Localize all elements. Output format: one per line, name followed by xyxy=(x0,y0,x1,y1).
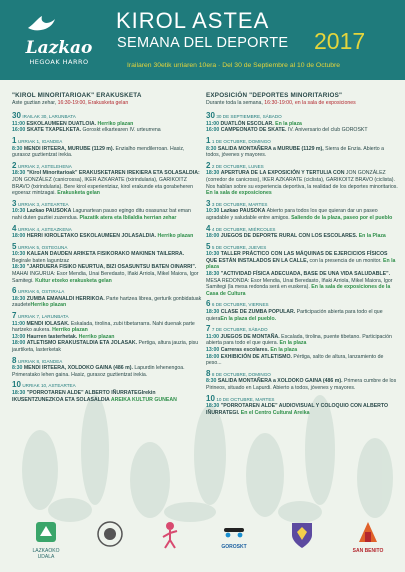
event-time: 18:00 xyxy=(206,353,220,360)
brand-tagline: HEGOAK HARRO xyxy=(29,58,89,66)
event-time: 8:30 xyxy=(206,378,217,385)
day-number: 4 xyxy=(206,223,211,233)
day-number: 10 xyxy=(206,393,215,403)
event-time: 18:00 xyxy=(12,233,26,240)
event-details: Pértiga, salto de altura, lanzamiento de peso... xyxy=(206,353,384,367)
event-title: ATLETISMO ERAKUSTALDIA ETA JOLASAK. xyxy=(26,340,139,347)
day-name: URRIAK 10, ASTEARTEA xyxy=(22,383,76,389)
event-title: CLASE DE ZUMBA POPULAR. xyxy=(220,309,297,316)
event-title: HERRI KIROLETAKO ESKOLAUMEEN JOLASALDIA. xyxy=(26,233,158,240)
sponsor-shield-logo xyxy=(282,520,322,554)
day-number: 5 xyxy=(12,241,17,251)
day-heading xyxy=(12,382,202,390)
program-spanish xyxy=(206,93,398,420)
day-number: 6 xyxy=(206,299,211,309)
event-item xyxy=(206,121,398,128)
day-heading xyxy=(206,113,398,121)
sponsor-seal-logo xyxy=(92,520,128,552)
event-location: Herriko plazan xyxy=(30,302,67,309)
event-location: En la plaza xyxy=(206,257,396,271)
event-time: 11:00 xyxy=(206,120,219,127)
event-item xyxy=(206,347,398,354)
event-time: 18:30 xyxy=(12,264,26,271)
event-title: "Kirol Minoritarioak" ERAKUSKETAREN IREKIERA ETA SOLASALDIA: xyxy=(26,170,200,177)
day-block xyxy=(206,223,398,240)
event-time: 18:30 xyxy=(206,309,220,316)
day-block xyxy=(12,382,202,403)
event-item xyxy=(206,378,398,391)
event-time: 10:30 xyxy=(12,208,26,215)
event-time: 11:00 xyxy=(12,120,25,127)
event-location: Herriko plazan xyxy=(97,120,134,127)
day-number: 5 xyxy=(206,241,211,251)
day-name: 30 DE SEPTIEMBRE, SÁBADO xyxy=(216,114,282,120)
event-details: Participación abierta para todo el que quiera xyxy=(206,309,383,322)
date-range: Irailaren 30etik urriaren 10era · Del 30 de Septiembre al 10 de Octubre xyxy=(127,62,341,69)
event-details: Abierto para todos los que quieran dar un paseo agradable y saludable entre amigos. xyxy=(206,208,378,221)
day-name: 5 DE OCTUBRE, JUEVES xyxy=(211,244,267,250)
event-title: KALEAN DAUDEN ARIKETA FISIKORAKO MAKINEN TAILERRA. xyxy=(26,251,185,258)
event-item xyxy=(12,146,202,159)
day-heading xyxy=(12,355,202,366)
day-name: 8 DE OCTUBRE, DOMINGO xyxy=(211,371,271,377)
exhibition-title: "KIROL MINORITARIOAK" ERAKUSKETA xyxy=(12,92,142,99)
event-item xyxy=(206,251,398,271)
event-item xyxy=(12,251,202,264)
day-block xyxy=(12,198,202,222)
event-item xyxy=(12,121,202,128)
event-details: Escalada, tirolina, puente tibetano. Participación abierta para todo el que quiera. xyxy=(206,333,392,347)
event-item xyxy=(206,146,398,159)
day-block xyxy=(12,241,202,285)
day-block xyxy=(206,160,398,197)
day-number: 3 xyxy=(206,198,211,208)
day-block xyxy=(206,135,398,159)
event-location: Kultur etxeko erakusketa gelan xyxy=(35,277,112,284)
event-item xyxy=(206,271,398,297)
day-list xyxy=(206,113,398,416)
title-spanish: SEMANA DEL DEPORTE xyxy=(117,35,289,51)
event-item xyxy=(12,340,202,353)
day-number: 30 xyxy=(206,111,215,121)
day-heading xyxy=(12,113,202,121)
event-title: MENDI IRTEERA, XOLDOKO GAINA (486 m). xyxy=(23,365,135,372)
lazkao-caption: LAZKAOKO UDALA xyxy=(32,548,60,560)
event-title: EXHIBICIÓN DE ATLETISMO. xyxy=(220,353,294,360)
day-heading xyxy=(206,223,398,234)
event-title: MENDI IOLASAK. xyxy=(26,320,71,327)
day-heading xyxy=(12,223,202,234)
event-details: Lapurdin lehenengoa. Primeratako lehen gaina. Hasiz, gurasoz guztientzat irekia. xyxy=(12,365,185,378)
event-location: En la sala de exposiciones xyxy=(206,190,272,197)
event-details: Eskalada, tirolina, zubi tibetarrarra. Nahi duenak parte hartzeko aukera. xyxy=(12,320,195,334)
event-title: Carreras escolares. xyxy=(220,347,271,353)
day-heading xyxy=(206,198,398,209)
event-time: 13:00 xyxy=(206,347,220,353)
day-number: 8 xyxy=(206,368,211,378)
event-title: JUEGOS DE DEPORTE RURAL CON LOS ESCOLARES. xyxy=(220,233,359,240)
event-item xyxy=(206,334,398,347)
day-heading xyxy=(12,313,202,321)
exhibition-when: Durante toda la semana, xyxy=(206,99,265,106)
day-heading xyxy=(206,326,398,334)
event-time: 8:30 xyxy=(12,365,23,372)
event-title: APERTURA DE LA EXPOSICIÓN Y TERTULIA CON xyxy=(220,170,346,177)
event-location: Herriko plazan xyxy=(52,327,88,334)
event-time: 18:30 xyxy=(12,389,26,396)
event-time: 10:30 xyxy=(206,208,220,215)
event-location: En la Plaza xyxy=(358,233,386,240)
event-title: Lazkao PAUSOKA xyxy=(26,208,73,215)
event-title: ESKOLAUMEEN DUATLOIA. xyxy=(26,120,98,127)
event-time: 16:00 xyxy=(12,127,26,134)
lazkao-shield-icon xyxy=(34,520,58,544)
event-time: 18:30 xyxy=(206,271,220,278)
day-name: URRIAK 3, ASTEARTEA xyxy=(17,201,69,207)
day-heading xyxy=(12,241,202,252)
event-item xyxy=(12,208,202,221)
day-heading xyxy=(206,135,398,146)
event-location: En la sala de exposiciones de la Casa de Cultura xyxy=(206,284,391,297)
day-name: 6 DE OCTUBRE, VIERNES xyxy=(211,302,269,308)
day-name: URRIAK 7, LARUNBATA xyxy=(17,314,69,320)
event-title: Lazkao PAUSOKA xyxy=(220,208,267,215)
event-details: Parte hartzea librea, gerturik gonbidatuak zaudete xyxy=(12,295,202,309)
event-time: 18:00 xyxy=(206,233,220,240)
day-number: 3 xyxy=(12,198,17,208)
event-details: MAHAI INGURUA: Esor Mendia, Unai Beredasto, Iñaki Arriola, Mikel Maiora, Igor Samitegi. xyxy=(12,271,199,284)
program-basque xyxy=(12,93,202,407)
event-details: IV. Aniversario del club GOROSKT xyxy=(287,127,368,134)
lazkao-council-logo xyxy=(24,520,68,560)
goroskt-skate-icon xyxy=(222,520,246,540)
seal-icon xyxy=(94,520,126,548)
event-details: con la presencia de un monitor. xyxy=(309,257,384,264)
day-number: 6 xyxy=(12,286,17,296)
event-item xyxy=(12,334,202,341)
day-number: 2 xyxy=(206,160,211,170)
event-time: 11:00 xyxy=(206,333,219,340)
year: 2017 xyxy=(314,28,366,54)
day-name: URRIAK 1, IGANDEA xyxy=(17,138,63,144)
day-block xyxy=(206,368,398,392)
exhibition-block xyxy=(206,93,398,106)
title-basque: KIROL ASTEA xyxy=(116,8,270,33)
event-details: Enzialho mendilerroan. Hasiz, gurasoz guztientzat irekia. xyxy=(12,145,185,159)
day-block xyxy=(206,113,398,134)
event-title: ZUMBA EMANALDI HERRIKOA. xyxy=(26,295,107,302)
day-number: 7 xyxy=(206,324,211,334)
event-item xyxy=(12,170,202,196)
day-number: 8 xyxy=(12,355,17,365)
sponsor-figure-logo xyxy=(152,520,188,554)
event-title: CAMPEONATO DE SKATE. xyxy=(220,127,288,134)
event-location: En la plaza xyxy=(279,340,307,347)
event-time: 18:30 xyxy=(12,295,26,302)
day-heading xyxy=(12,288,202,296)
day-heading xyxy=(12,160,202,171)
exhibition-where: 16:30-19:00, en la sala de exposiciones xyxy=(264,99,356,106)
goroskt-caption: GOROSKT xyxy=(221,544,247,550)
day-number: 1 xyxy=(12,135,17,145)
event-time: 13:00 xyxy=(12,333,26,340)
event-title: "ACTIVIDAD FÍSICA ADECUADA, BASE DE UNA VIDA SALUDABLE". xyxy=(220,271,391,278)
day-number: 10 xyxy=(12,380,21,390)
event-location: Herriko plazan xyxy=(78,333,115,340)
day-name: URRIAK 4, ASTEAZKENA xyxy=(17,226,72,232)
event-location: Herriko plazan xyxy=(157,233,194,240)
san-benito-caption: SAN BENITO xyxy=(352,548,384,554)
event-item xyxy=(206,208,398,221)
sponsor-logos xyxy=(0,520,405,572)
goroskt-logo xyxy=(212,520,256,550)
day-name: 2 DE OCTUBRE, LUNES xyxy=(211,163,264,169)
event-title: DUATLÓN ESCOLAR. xyxy=(220,120,276,127)
exhibition-when: Aste guztian zehar, xyxy=(12,99,58,106)
event-details: JON GONZÁLEZ (corredor de canicross), IKER AZKARATE (ciclista), GARIKOITZ BRAVO (ciclista). Nos hablan sobre su experiencia deportiva, la realidad de los deportes minoritarios. xyxy=(206,170,398,190)
day-name: 7 DE OCTUBRE, SÁBADO xyxy=(211,327,268,333)
event-location: Plazatik atera eta Ibilaldia herrian zehar xyxy=(79,214,177,221)
day-name: 3 DE OCTUBRE, MARTES xyxy=(211,201,268,207)
event-location: Saliendo de la plaza, paseo por el pueblo xyxy=(291,214,393,221)
event-details: Begirale baten laguntzaz xyxy=(12,257,70,264)
event-title: TALLER PRÁCTICO CON LAS MÁQUINAS DE EJERCICIOS FÍSICOS QUE ESTÁN INSTALADOS EN LA CALLE, xyxy=(206,251,388,264)
day-heading xyxy=(206,301,398,309)
event-item xyxy=(12,296,202,309)
event-item xyxy=(12,127,202,134)
day-number: 7 xyxy=(12,311,17,321)
event-item xyxy=(12,264,202,284)
day-name: URRIAK 8, IGANDEA xyxy=(17,358,63,364)
event-location: En la plaza xyxy=(275,120,302,127)
san-benito-icon xyxy=(355,520,381,544)
event-time: 18:30 xyxy=(206,170,220,177)
event-title: JUEGOS DE MONTAÑA. xyxy=(220,333,282,340)
event-location: Erakusketa gelan xyxy=(57,190,100,197)
event-item xyxy=(206,233,398,240)
event-title: SKATE TXAPELKETA. xyxy=(26,127,83,134)
day-name: 4 DE OCTUBRE, MIÉRCOLES xyxy=(211,226,276,232)
brand-name: Lazkao xyxy=(25,38,93,58)
day-name: URRIAK 6, OSTIRALA xyxy=(17,289,65,295)
event-location: AREIKA KULTUR GUNEAN xyxy=(110,396,177,403)
exhibition-block xyxy=(12,93,202,106)
day-block xyxy=(206,198,398,222)
event-details: JON GONZÁLEZ (canicrossa), IKER AZKARATE (txirindularia), GARIKOITZ BRAVO (txirindularia). Bere kirol esperientziaz, kirol erakunde eta gorabeheren egoeraz mintzagai. xyxy=(12,176,193,197)
day-name: URRIAK 5, OSTEGUNA xyxy=(17,244,68,250)
event-time: 10:30 xyxy=(12,251,26,258)
event-title: MENDI IRTEERA, MURUBE (1129 m). xyxy=(23,145,116,152)
day-heading xyxy=(12,135,202,146)
event-item xyxy=(206,309,398,322)
event-item xyxy=(206,354,398,367)
event-time: 16:00 xyxy=(206,127,220,134)
san-benito-logo xyxy=(346,520,390,554)
day-block xyxy=(206,301,398,322)
dove-icon xyxy=(26,14,56,36)
event-location: En la plaza xyxy=(270,347,298,353)
day-block xyxy=(12,160,202,197)
day-number: 30 xyxy=(12,111,21,121)
day-block xyxy=(12,355,202,379)
event-time: 8:30 xyxy=(206,145,217,152)
event-item xyxy=(206,170,398,196)
event-details: Pertiga, altura jauzia, pisu jaurtiketa, lasterketak xyxy=(12,340,199,353)
event-time: 10:30 xyxy=(206,251,220,258)
day-name: IRAILAK 30, LARUNBATA xyxy=(22,114,76,120)
exhibition-where: 16:30-19:00, Erakusketa gelan xyxy=(57,99,129,106)
exhibition-title: EXPOSICIÓN "DEPORTES MINORITARIOS" xyxy=(206,92,343,99)
day-block xyxy=(12,135,202,159)
event-item xyxy=(12,390,202,403)
event-location: En la plaza del pueblo. xyxy=(220,315,277,322)
day-name: 10 DE OCTUBRE, MARTES xyxy=(216,396,275,402)
event-time: 18:30 xyxy=(12,170,26,177)
event-details: Sierra de Enzia. Abierto a todos, jóvenes y mayores. xyxy=(206,145,384,159)
day-number: 2 xyxy=(12,160,17,170)
event-time: 8:30 xyxy=(12,145,23,152)
day-block xyxy=(206,241,398,298)
event-item xyxy=(12,321,202,334)
day-block xyxy=(206,393,398,417)
event-item xyxy=(206,403,398,416)
event-details: Lagunartean pauso egingo ditu osasunaz bat eman nahi duten guztiei zuzendua. xyxy=(12,208,191,221)
runner-figure-icon xyxy=(157,520,183,550)
event-title: "PORROTAREN ALDE" AUDIOVISUAL Y COLOQUIO CON ALBERTO IÑURRATEGI. xyxy=(206,403,389,416)
event-location: En el Centro Cultural Areika xyxy=(240,409,310,416)
day-heading xyxy=(12,198,202,209)
event-item xyxy=(12,365,202,378)
header-band xyxy=(0,0,405,80)
day-name: URRIAK 2, ASTELEHENA xyxy=(17,163,72,169)
event-time: 11:00 xyxy=(12,320,25,327)
event-item xyxy=(206,127,398,134)
event-details: Primera cumbre de los Pirineos, situado en Lapurdi. Abierto a todos, jóvenes y mayores. xyxy=(206,378,397,391)
day-number: 4 xyxy=(12,223,17,233)
exhibition-subtitle xyxy=(12,100,202,107)
day-list xyxy=(12,113,202,403)
event-title: "JARDUERA FISIKO NEURTUA, BIZI OSASUNTSU BATEN OINARRI". xyxy=(26,264,197,271)
day-number: 1 xyxy=(206,135,211,145)
day-block xyxy=(12,288,202,309)
event-title: "PORROTAREN ALDE" ALBERTO IÑURRATEGIrekin IKUSENTZUNEZKOA ETA SOLASALDIA xyxy=(12,389,156,403)
day-heading xyxy=(206,393,398,404)
event-details: Goroskt elkartearen IV. urteurrena xyxy=(82,127,161,134)
event-time: 18:00 xyxy=(12,340,26,347)
day-name: 1 DE OCTUBRE, DOMINGO xyxy=(211,138,271,144)
event-title: Haurren tasterhetak. xyxy=(26,333,79,340)
exhibition-subtitle xyxy=(206,100,398,107)
day-block xyxy=(206,326,398,367)
event-details: MESA REDONDA: Esor Mendia, Unai Beredasto, Iñaki Arriola, Mikel Maiora, Igor Samitegi (la mesa redonda será en euskera). xyxy=(206,277,393,291)
day-block xyxy=(12,313,202,354)
day-block xyxy=(12,223,202,240)
day-block xyxy=(12,113,202,134)
event-title: SALIDA MONTAÑERA a XOLDOKO GAINA (486 m). xyxy=(217,378,344,385)
crest-icon xyxy=(289,520,315,550)
event-item xyxy=(12,233,202,240)
event-time: 18:30 xyxy=(206,403,220,410)
event-title: SALIDA MONTAÑERA a MURUBE (1129 m), xyxy=(217,145,326,152)
